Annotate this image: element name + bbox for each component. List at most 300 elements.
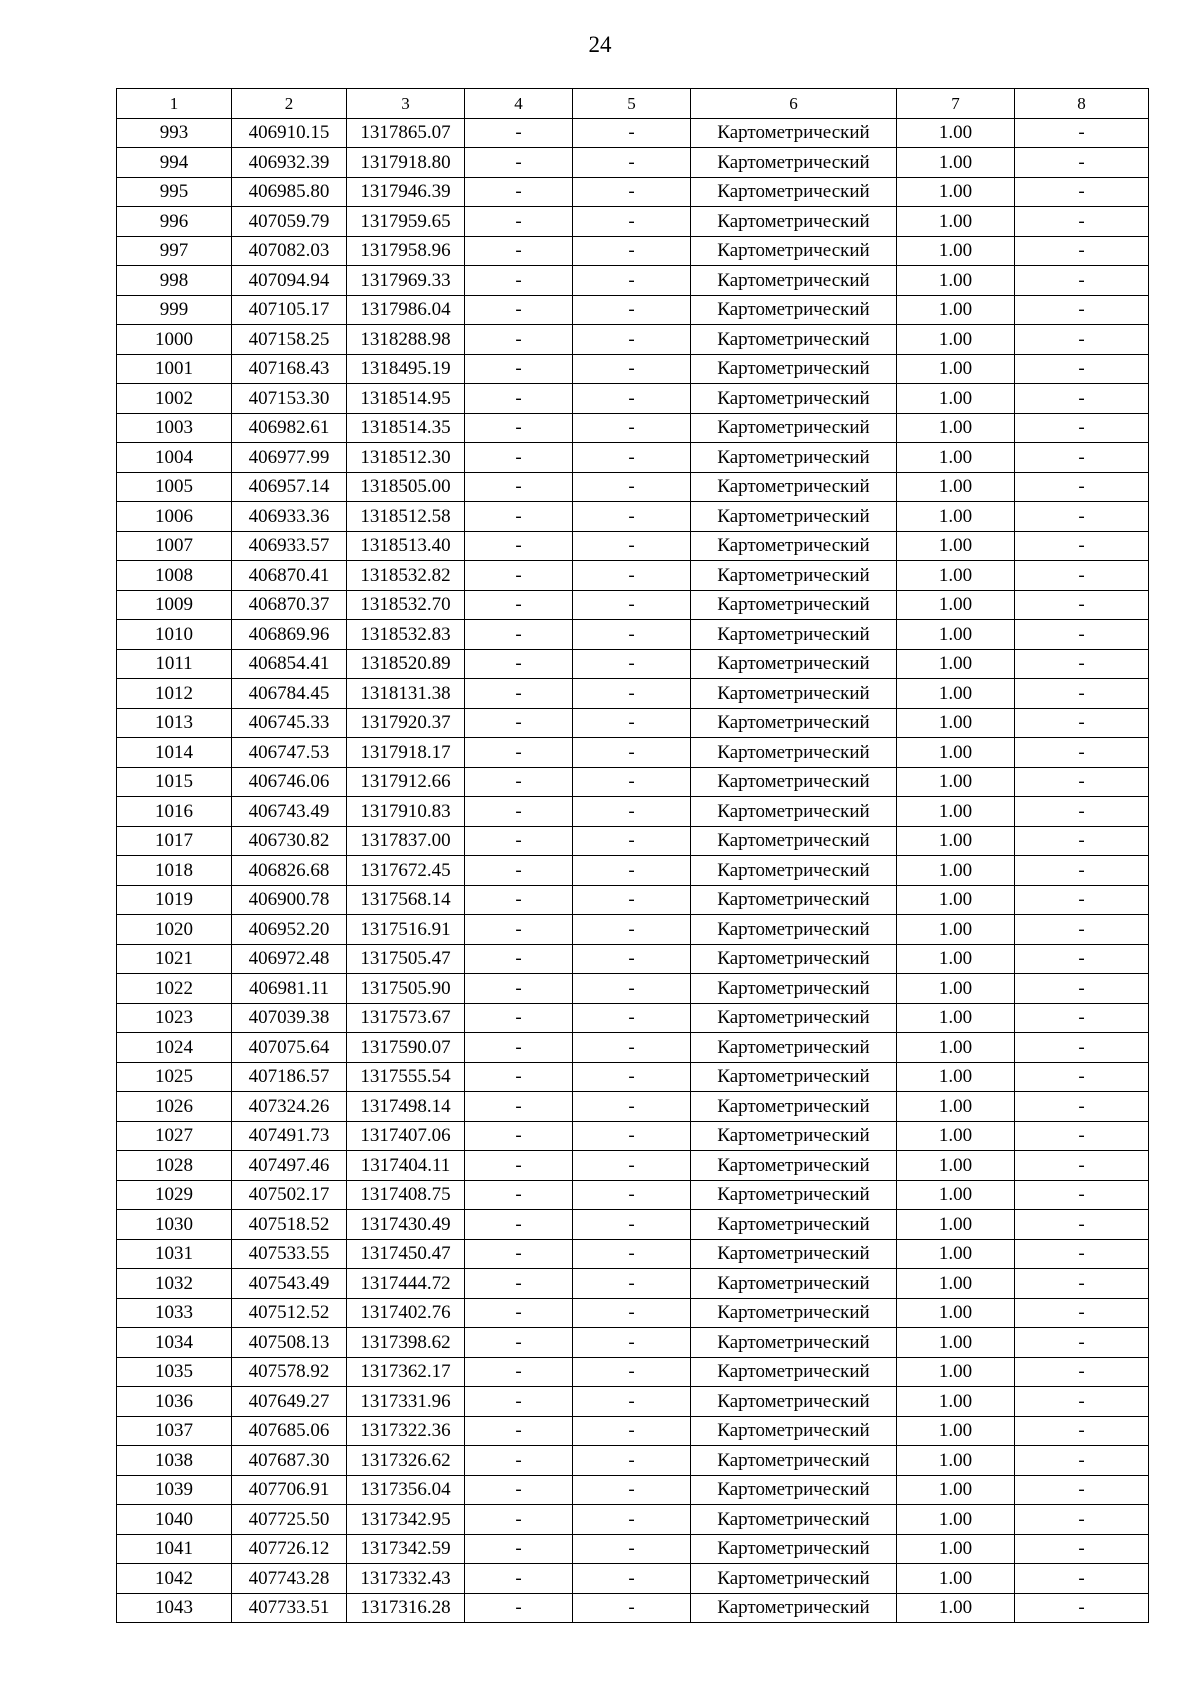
cell-coord-x: 407533.55 bbox=[232, 1239, 347, 1269]
cell-col-8: - bbox=[1015, 207, 1149, 237]
cell-point-number: 1005 bbox=[117, 472, 232, 502]
cell-col-5: - bbox=[573, 885, 691, 915]
cell-method: Картометрический bbox=[691, 1033, 897, 1063]
cell-coord-y: 1317505.47 bbox=[347, 944, 465, 974]
cell-coord-y: 1317450.47 bbox=[347, 1239, 465, 1269]
cell-col-5: - bbox=[573, 1180, 691, 1210]
cell-coord-x: 407743.28 bbox=[232, 1564, 347, 1594]
cell-point-number: 1024 bbox=[117, 1033, 232, 1063]
cell-col-4: - bbox=[465, 1210, 573, 1240]
cell-method: Картометрический bbox=[691, 1092, 897, 1122]
cell-coord-x: 407491.73 bbox=[232, 1121, 347, 1151]
cell-coord-y: 1317568.14 bbox=[347, 885, 465, 915]
cell-coord-x: 407094.94 bbox=[232, 266, 347, 296]
cell-col-4: - bbox=[465, 738, 573, 768]
cell-col-8: - bbox=[1015, 944, 1149, 974]
cell-coord-x: 407502.17 bbox=[232, 1180, 347, 1210]
cell-col-5: - bbox=[573, 1151, 691, 1181]
cell-col-8: - bbox=[1015, 1210, 1149, 1240]
cell-col-4: - bbox=[465, 974, 573, 1004]
cell-col-5: - bbox=[573, 295, 691, 325]
cell-col-8: - bbox=[1015, 1062, 1149, 1092]
cell-coord-y: 1317342.95 bbox=[347, 1505, 465, 1535]
cell-accuracy: 1.00 bbox=[897, 295, 1015, 325]
table-row bbox=[117, 1298, 1149, 1328]
cell-method: Картометрический bbox=[691, 620, 897, 650]
table-row bbox=[117, 531, 1149, 561]
cell-col-5: - bbox=[573, 590, 691, 620]
cell-col-4: - bbox=[465, 1180, 573, 1210]
cell-accuracy: 1.00 bbox=[897, 915, 1015, 945]
table-row bbox=[117, 177, 1149, 207]
cell-col-4: - bbox=[465, 856, 573, 886]
cell-col-5: - bbox=[573, 118, 691, 148]
cell-coord-y: 1317672.45 bbox=[347, 856, 465, 886]
cell-coord-y: 1318532.82 bbox=[347, 561, 465, 591]
cell-col-8: - bbox=[1015, 236, 1149, 266]
cell-col-5: - bbox=[573, 266, 691, 296]
cell-col-8: - bbox=[1015, 354, 1149, 384]
cell-method: Картометрический bbox=[691, 1121, 897, 1151]
header-col-5: 5 bbox=[573, 89, 691, 119]
cell-method: Картометрический bbox=[691, 885, 897, 915]
cell-point-number: 1033 bbox=[117, 1298, 232, 1328]
cell-col-8: - bbox=[1015, 767, 1149, 797]
cell-col-4: - bbox=[465, 1239, 573, 1269]
cell-col-4: - bbox=[465, 384, 573, 414]
cell-coord-y: 1317316.28 bbox=[347, 1593, 465, 1623]
table-row bbox=[117, 1269, 1149, 1299]
cell-coord-x: 406870.37 bbox=[232, 590, 347, 620]
cell-point-number: 997 bbox=[117, 236, 232, 266]
table-row bbox=[117, 1180, 1149, 1210]
cell-coord-x: 406870.41 bbox=[232, 561, 347, 591]
cell-col-5: - bbox=[573, 1593, 691, 1623]
cell-coord-x: 407186.57 bbox=[232, 1062, 347, 1092]
cell-col-8: - bbox=[1015, 1387, 1149, 1417]
cell-coord-y: 1317912.66 bbox=[347, 767, 465, 797]
cell-col-5: - bbox=[573, 325, 691, 355]
cell-method: Картометрический bbox=[691, 590, 897, 620]
cell-col-4: - bbox=[465, 413, 573, 443]
table-row bbox=[117, 266, 1149, 296]
cell-accuracy: 1.00 bbox=[897, 561, 1015, 591]
cell-point-number: 1041 bbox=[117, 1534, 232, 1564]
cell-point-number: 1013 bbox=[117, 708, 232, 738]
cell-col-5: - bbox=[573, 472, 691, 502]
cell-accuracy: 1.00 bbox=[897, 1357, 1015, 1387]
cell-col-8: - bbox=[1015, 620, 1149, 650]
cell-coord-y: 1318520.89 bbox=[347, 649, 465, 679]
cell-point-number: 996 bbox=[117, 207, 232, 237]
cell-point-number: 1015 bbox=[117, 767, 232, 797]
table-row bbox=[117, 1033, 1149, 1063]
cell-point-number: 1029 bbox=[117, 1180, 232, 1210]
cell-col-5: - bbox=[573, 236, 691, 266]
cell-coord-y: 1317408.75 bbox=[347, 1180, 465, 1210]
cell-col-5: - bbox=[573, 1269, 691, 1299]
cell-col-5: - bbox=[573, 856, 691, 886]
cell-col-8: - bbox=[1015, 708, 1149, 738]
table-row bbox=[117, 590, 1149, 620]
cell-accuracy: 1.00 bbox=[897, 325, 1015, 355]
cell-point-number: 1022 bbox=[117, 974, 232, 1004]
cell-point-number: 993 bbox=[117, 118, 232, 148]
cell-coord-x: 407153.30 bbox=[232, 384, 347, 414]
cell-accuracy: 1.00 bbox=[897, 1210, 1015, 1240]
cell-coord-y: 1318495.19 bbox=[347, 354, 465, 384]
cell-col-4: - bbox=[465, 590, 573, 620]
cell-method: Картометрический bbox=[691, 1446, 897, 1476]
cell-coord-x: 407075.64 bbox=[232, 1033, 347, 1063]
cell-col-8: - bbox=[1015, 826, 1149, 856]
cell-coord-x: 406981.11 bbox=[232, 974, 347, 1004]
cell-point-number: 999 bbox=[117, 295, 232, 325]
cell-coord-y: 1317362.17 bbox=[347, 1357, 465, 1387]
cell-col-4: - bbox=[465, 1328, 573, 1358]
cell-point-number: 1014 bbox=[117, 738, 232, 768]
cell-accuracy: 1.00 bbox=[897, 1505, 1015, 1535]
cell-coord-y: 1317969.33 bbox=[347, 266, 465, 296]
cell-accuracy: 1.00 bbox=[897, 649, 1015, 679]
cell-col-8: - bbox=[1015, 856, 1149, 886]
cell-point-number: 1026 bbox=[117, 1092, 232, 1122]
cell-col-5: - bbox=[573, 1534, 691, 1564]
cell-method: Картометрический bbox=[691, 1505, 897, 1535]
cell-col-5: - bbox=[573, 1328, 691, 1358]
cell-coord-y: 1318288.98 bbox=[347, 325, 465, 355]
cell-point-number: 1043 bbox=[117, 1593, 232, 1623]
cell-method: Картометрический bbox=[691, 1475, 897, 1505]
cell-accuracy: 1.00 bbox=[897, 738, 1015, 768]
cell-accuracy: 1.00 bbox=[897, 207, 1015, 237]
table-row bbox=[117, 148, 1149, 178]
cell-coord-y: 1318505.00 bbox=[347, 472, 465, 502]
cell-col-8: - bbox=[1015, 1446, 1149, 1476]
cell-method: Картометрический bbox=[691, 1239, 897, 1269]
cell-coord-y: 1318513.40 bbox=[347, 531, 465, 561]
cell-col-4: - bbox=[465, 1387, 573, 1417]
cell-method: Картометрический bbox=[691, 1593, 897, 1623]
cell-method: Картометрический bbox=[691, 1151, 897, 1181]
table-body bbox=[117, 118, 1149, 1623]
cell-method: Картометрический bbox=[691, 944, 897, 974]
cell-coord-y: 1317498.14 bbox=[347, 1092, 465, 1122]
cell-coord-x: 407649.27 bbox=[232, 1387, 347, 1417]
cell-coord-y: 1317398.62 bbox=[347, 1328, 465, 1358]
cell-col-4: - bbox=[465, 649, 573, 679]
cell-coord-x: 406977.99 bbox=[232, 443, 347, 473]
cell-col-5: - bbox=[573, 915, 691, 945]
cell-method: Картометрический bbox=[691, 1003, 897, 1033]
cell-col-4: - bbox=[465, 915, 573, 945]
table-row bbox=[117, 1387, 1149, 1417]
cell-coord-y: 1317865.07 bbox=[347, 118, 465, 148]
table-row bbox=[117, 443, 1149, 473]
cell-coord-y: 1318131.38 bbox=[347, 679, 465, 709]
cell-coord-x: 407543.49 bbox=[232, 1269, 347, 1299]
cell-accuracy: 1.00 bbox=[897, 443, 1015, 473]
table-row bbox=[117, 1121, 1149, 1151]
cell-col-8: - bbox=[1015, 502, 1149, 532]
cell-method: Картометрический bbox=[691, 915, 897, 945]
cell-method: Картометрический bbox=[691, 354, 897, 384]
cell-point-number: 1012 bbox=[117, 679, 232, 709]
cell-coord-y: 1317555.54 bbox=[347, 1062, 465, 1092]
cell-col-8: - bbox=[1015, 413, 1149, 443]
cell-col-4: - bbox=[465, 266, 573, 296]
cell-col-8: - bbox=[1015, 915, 1149, 945]
cell-col-4: - bbox=[465, 708, 573, 738]
table-row bbox=[117, 679, 1149, 709]
table-row bbox=[117, 767, 1149, 797]
table-row bbox=[117, 1357, 1149, 1387]
cell-coord-x: 407725.50 bbox=[232, 1505, 347, 1535]
cell-accuracy: 1.00 bbox=[897, 1475, 1015, 1505]
cell-coord-x: 407168.43 bbox=[232, 354, 347, 384]
cell-col-5: - bbox=[573, 148, 691, 178]
cell-point-number: 1032 bbox=[117, 1269, 232, 1299]
cell-accuracy: 1.00 bbox=[897, 384, 1015, 414]
cell-method: Картометрический bbox=[691, 443, 897, 473]
cell-col-8: - bbox=[1015, 679, 1149, 709]
cell-accuracy: 1.00 bbox=[897, 944, 1015, 974]
cell-coord-x: 407059.79 bbox=[232, 207, 347, 237]
cell-coord-x: 407512.52 bbox=[232, 1298, 347, 1328]
cell-coord-x: 406933.57 bbox=[232, 531, 347, 561]
cell-accuracy: 1.00 bbox=[897, 1564, 1015, 1594]
cell-col-4: - bbox=[465, 325, 573, 355]
cell-method: Картометрический bbox=[691, 1328, 897, 1358]
cell-col-4: - bbox=[465, 1505, 573, 1535]
cell-coord-y: 1317910.83 bbox=[347, 797, 465, 827]
cell-coord-x: 407105.17 bbox=[232, 295, 347, 325]
cell-col-4: - bbox=[465, 1062, 573, 1092]
table-row bbox=[117, 885, 1149, 915]
table-row bbox=[117, 1003, 1149, 1033]
cell-accuracy: 1.00 bbox=[897, 1269, 1015, 1299]
cell-method: Картометрический bbox=[691, 1062, 897, 1092]
table-row bbox=[117, 561, 1149, 591]
cell-point-number: 1019 bbox=[117, 885, 232, 915]
cell-accuracy: 1.00 bbox=[897, 1328, 1015, 1358]
cell-coord-x: 406826.68 bbox=[232, 856, 347, 886]
cell-col-8: - bbox=[1015, 1003, 1149, 1033]
cell-col-4: - bbox=[465, 148, 573, 178]
cell-col-4: - bbox=[465, 1534, 573, 1564]
table-row bbox=[117, 826, 1149, 856]
cell-coord-y: 1317920.37 bbox=[347, 708, 465, 738]
cell-method: Картометрический bbox=[691, 472, 897, 502]
cell-coord-y: 1317342.59 bbox=[347, 1534, 465, 1564]
table-row bbox=[117, 974, 1149, 1004]
cell-coord-y: 1317918.17 bbox=[347, 738, 465, 768]
cell-point-number: 1006 bbox=[117, 502, 232, 532]
cell-point-number: 1025 bbox=[117, 1062, 232, 1092]
table-row bbox=[117, 1092, 1149, 1122]
cell-method: Картометрический bbox=[691, 826, 897, 856]
cell-accuracy: 1.00 bbox=[897, 148, 1015, 178]
cell-col-5: - bbox=[573, 767, 691, 797]
cell-point-number: 1021 bbox=[117, 944, 232, 974]
cell-col-5: - bbox=[573, 1416, 691, 1446]
cell-col-4: - bbox=[465, 1003, 573, 1033]
cell-col-5: - bbox=[573, 1033, 691, 1063]
cell-col-5: - bbox=[573, 354, 691, 384]
cell-coord-y: 1317322.36 bbox=[347, 1416, 465, 1446]
cell-col-8: - bbox=[1015, 885, 1149, 915]
cell-col-8: - bbox=[1015, 797, 1149, 827]
cell-point-number: 1040 bbox=[117, 1505, 232, 1535]
cell-coord-x: 406957.14 bbox=[232, 472, 347, 502]
cell-accuracy: 1.00 bbox=[897, 826, 1015, 856]
cell-accuracy: 1.00 bbox=[897, 1416, 1015, 1446]
cell-col-8: - bbox=[1015, 1564, 1149, 1594]
cell-accuracy: 1.00 bbox=[897, 502, 1015, 532]
table-row bbox=[117, 1239, 1149, 1269]
cell-coord-x: 407685.06 bbox=[232, 1416, 347, 1446]
cell-point-number: 1011 bbox=[117, 649, 232, 679]
cell-col-4: - bbox=[465, 1446, 573, 1476]
cell-accuracy: 1.00 bbox=[897, 266, 1015, 296]
cell-col-8: - bbox=[1015, 738, 1149, 768]
cell-accuracy: 1.00 bbox=[897, 679, 1015, 709]
cell-col-8: - bbox=[1015, 384, 1149, 414]
cell-accuracy: 1.00 bbox=[897, 885, 1015, 915]
cell-col-4: - bbox=[465, 944, 573, 974]
cell-method: Картометрический bbox=[691, 974, 897, 1004]
header-method: 6 bbox=[691, 89, 897, 119]
cell-coord-x: 407687.30 bbox=[232, 1446, 347, 1476]
cell-col-5: - bbox=[573, 1564, 691, 1594]
cell-col-4: - bbox=[465, 443, 573, 473]
cell-point-number: 1034 bbox=[117, 1328, 232, 1358]
cell-col-5: - bbox=[573, 649, 691, 679]
table-row bbox=[117, 1475, 1149, 1505]
table-row bbox=[117, 738, 1149, 768]
cell-coord-y: 1317326.62 bbox=[347, 1446, 465, 1476]
cell-coord-x: 406900.78 bbox=[232, 885, 347, 915]
cell-col-8: - bbox=[1015, 1593, 1149, 1623]
cell-point-number: 1031 bbox=[117, 1239, 232, 1269]
cell-col-5: - bbox=[573, 1505, 691, 1535]
cell-col-8: - bbox=[1015, 443, 1149, 473]
table-row bbox=[117, 413, 1149, 443]
cell-col-8: - bbox=[1015, 118, 1149, 148]
table-row bbox=[117, 1416, 1149, 1446]
cell-coord-x: 406730.82 bbox=[232, 826, 347, 856]
cell-col-8: - bbox=[1015, 1239, 1149, 1269]
cell-col-4: - bbox=[465, 1151, 573, 1181]
cell-coord-x: 407508.13 bbox=[232, 1328, 347, 1358]
cell-col-4: - bbox=[465, 177, 573, 207]
cell-coord-y: 1318532.83 bbox=[347, 620, 465, 650]
cell-col-8: - bbox=[1015, 266, 1149, 296]
cell-accuracy: 1.00 bbox=[897, 974, 1015, 1004]
cell-accuracy: 1.00 bbox=[897, 118, 1015, 148]
cell-col-5: - bbox=[573, 679, 691, 709]
cell-col-8: - bbox=[1015, 1151, 1149, 1181]
cell-col-4: - bbox=[465, 797, 573, 827]
cell-method: Картометрический bbox=[691, 649, 897, 679]
cell-col-5: - bbox=[573, 1210, 691, 1240]
page-number: 24 bbox=[588, 32, 612, 57]
cell-col-4: - bbox=[465, 620, 573, 650]
cell-accuracy: 1.00 bbox=[897, 797, 1015, 827]
cell-accuracy: 1.00 bbox=[897, 767, 1015, 797]
cell-accuracy: 1.00 bbox=[897, 1180, 1015, 1210]
cell-col-4: - bbox=[465, 561, 573, 591]
cell-col-8: - bbox=[1015, 1298, 1149, 1328]
cell-method: Картометрический bbox=[691, 1534, 897, 1564]
cell-coord-y: 1317590.07 bbox=[347, 1033, 465, 1063]
cell-col-8: - bbox=[1015, 1357, 1149, 1387]
cell-col-4: - bbox=[465, 236, 573, 266]
table-row bbox=[117, 118, 1149, 148]
cell-col-4: - bbox=[465, 767, 573, 797]
cell-col-4: - bbox=[465, 1593, 573, 1623]
cell-coord-x: 406854.41 bbox=[232, 649, 347, 679]
cell-point-number: 994 bbox=[117, 148, 232, 178]
cell-point-number: 1018 bbox=[117, 856, 232, 886]
table-row bbox=[117, 1564, 1149, 1594]
cell-method: Картометрический bbox=[691, 266, 897, 296]
cell-col-8: - bbox=[1015, 561, 1149, 591]
cell-col-5: - bbox=[573, 561, 691, 591]
cell-coord-y: 1317516.91 bbox=[347, 915, 465, 945]
cell-col-5: - bbox=[573, 1357, 691, 1387]
cell-method: Картометрический bbox=[691, 1298, 897, 1328]
cell-method: Картометрический bbox=[691, 767, 897, 797]
cell-col-8: - bbox=[1015, 531, 1149, 561]
cell-accuracy: 1.00 bbox=[897, 531, 1015, 561]
table-row bbox=[117, 649, 1149, 679]
cell-point-number: 1016 bbox=[117, 797, 232, 827]
cell-point-number: 1023 bbox=[117, 1003, 232, 1033]
table-row bbox=[117, 325, 1149, 355]
table-row bbox=[117, 1151, 1149, 1181]
cell-point-number: 1027 bbox=[117, 1121, 232, 1151]
cell-col-5: - bbox=[573, 1387, 691, 1417]
cell-col-5: - bbox=[573, 413, 691, 443]
cell-coord-y: 1317332.43 bbox=[347, 1564, 465, 1594]
cell-coord-x: 406932.39 bbox=[232, 148, 347, 178]
table-header-row bbox=[117, 89, 1149, 119]
cell-coord-x: 406933.36 bbox=[232, 502, 347, 532]
cell-col-5: - bbox=[573, 1121, 691, 1151]
cell-method: Картометрический bbox=[691, 207, 897, 237]
cell-col-4: - bbox=[465, 1092, 573, 1122]
table-row bbox=[117, 236, 1149, 266]
cell-method: Картометрический bbox=[691, 1564, 897, 1594]
cell-col-8: - bbox=[1015, 148, 1149, 178]
table-row bbox=[117, 944, 1149, 974]
cell-method: Картометрический bbox=[691, 1387, 897, 1417]
cell-coord-x: 407082.03 bbox=[232, 236, 347, 266]
cell-accuracy: 1.00 bbox=[897, 1298, 1015, 1328]
cell-accuracy: 1.00 bbox=[897, 708, 1015, 738]
cell-col-8: - bbox=[1015, 325, 1149, 355]
cell-col-8: - bbox=[1015, 1180, 1149, 1210]
cell-accuracy: 1.00 bbox=[897, 1239, 1015, 1269]
coordinates-table bbox=[116, 88, 1149, 1623]
cell-col-5: - bbox=[573, 1062, 691, 1092]
cell-col-4: - bbox=[465, 472, 573, 502]
cell-coord-y: 1317356.04 bbox=[347, 1475, 465, 1505]
cell-col-5: - bbox=[573, 1003, 691, 1033]
cell-point-number: 1036 bbox=[117, 1387, 232, 1417]
cell-col-5: - bbox=[573, 620, 691, 650]
